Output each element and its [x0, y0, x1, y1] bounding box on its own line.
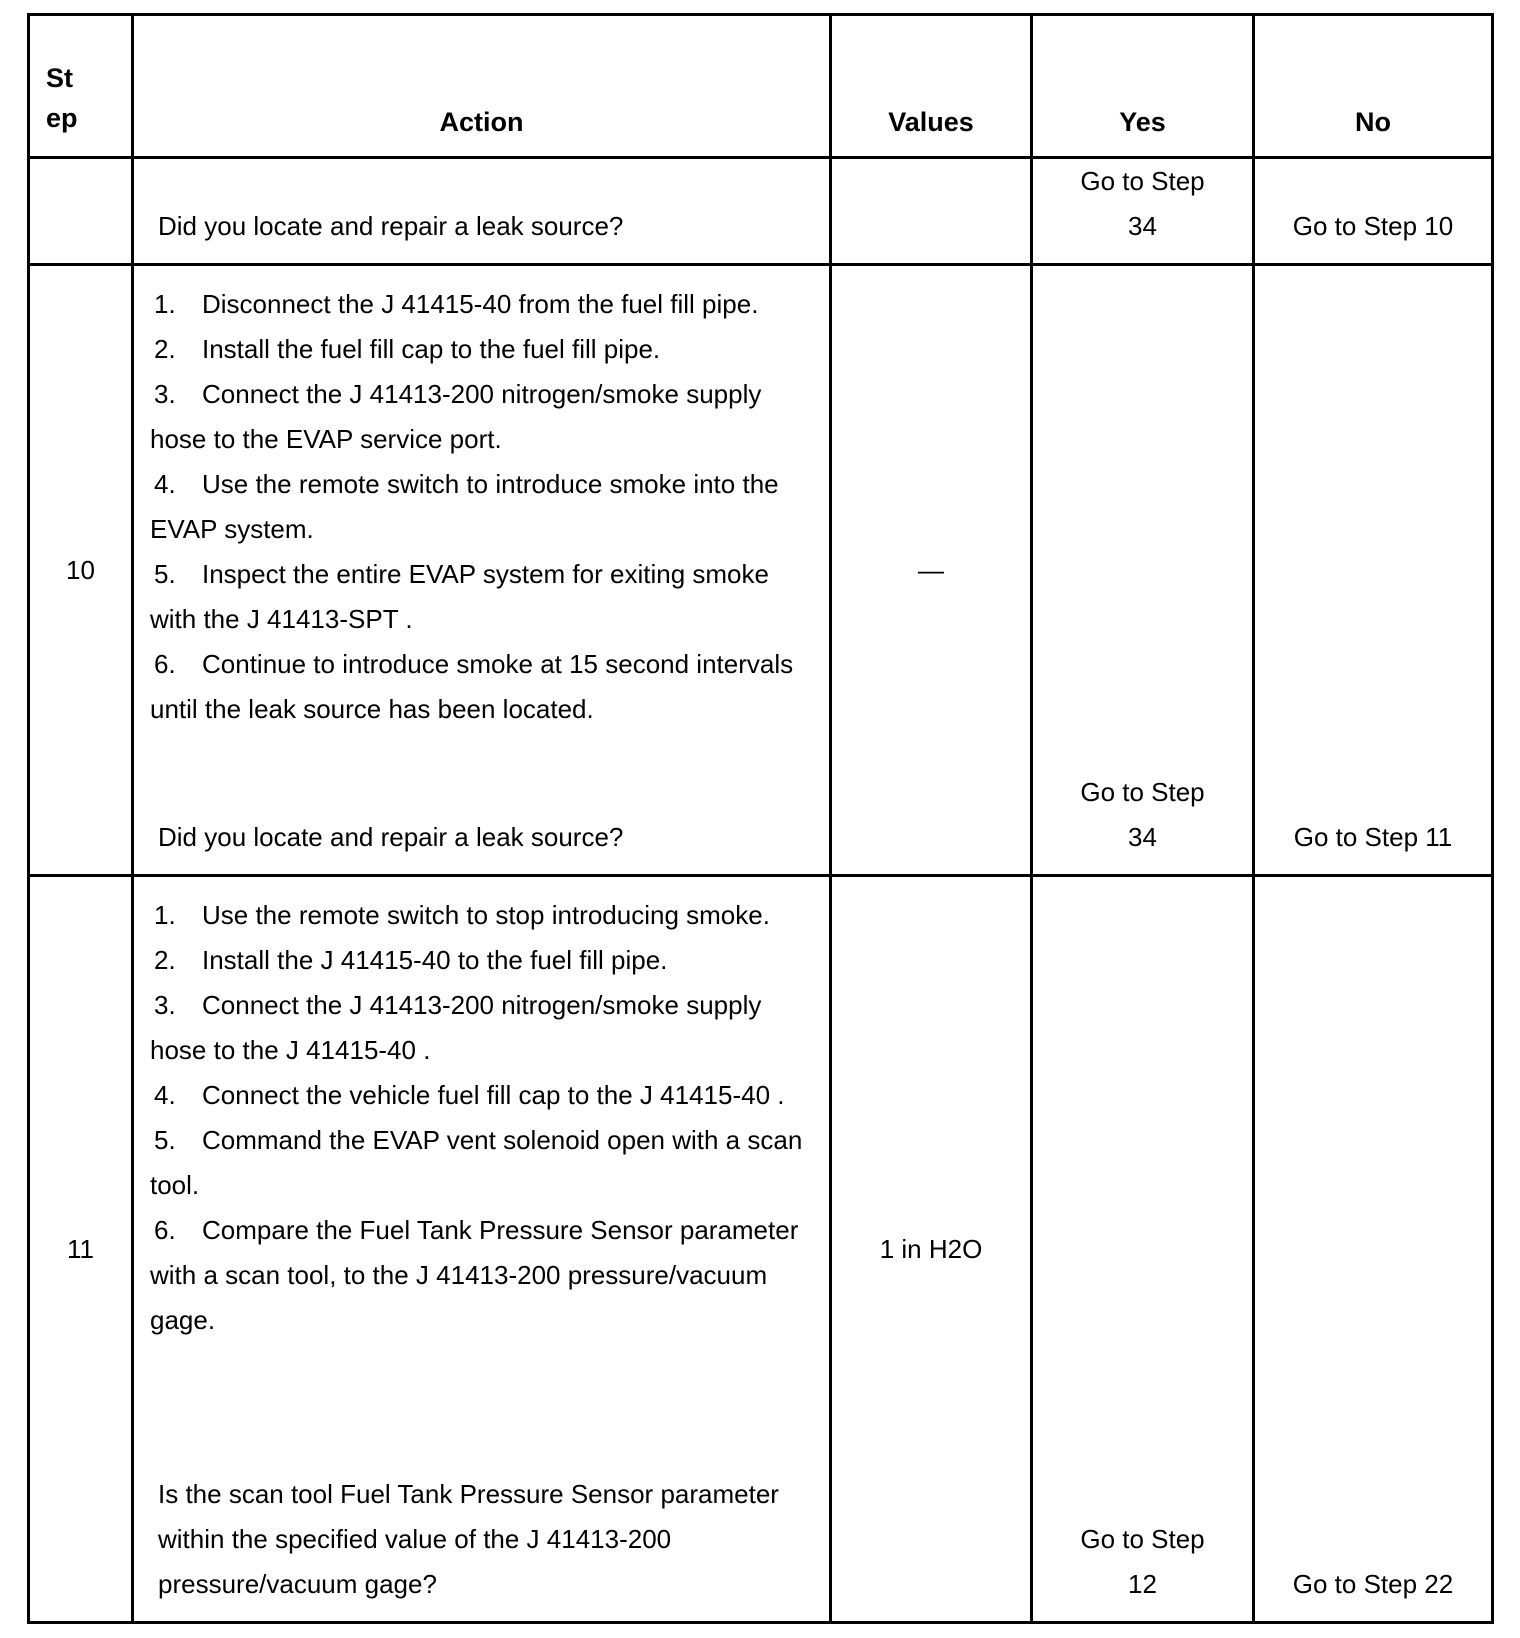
step-number: [29, 158, 133, 265]
action-cell: [133, 265, 831, 876]
list-item: 3. Connect the J 41413-200 nitrogen/smoke supply hose to the EVAP service port.: [150, 379, 762, 454]
action-content: [150, 282, 809, 860]
list-item: 6. Continue to introduce smoke at 15 second intervals until the leak source has been located.: [150, 649, 794, 724]
diagnostic-table-wrapper: [27, 13, 1491, 1624]
diagnostic-table: [27, 13, 1494, 1624]
yes-text: Go to Step 12: [1080, 1524, 1205, 1599]
header-step-label: St ep: [46, 63, 78, 133]
header-yes: Yes: [1032, 15, 1254, 158]
list-item: 6. Compare the Fuel Tank Pressure Sensor parameter with a scan tool, to the J 41413-200 pressure/vacuum gage.: [150, 1215, 799, 1335]
no-cell: [1254, 158, 1493, 265]
header-action: Action: [133, 15, 831, 158]
question-text: Is the scan tool Fuel Tank Pressure Sensor parameter within the specified value of the J 41413-200 pressure/vacuum gage?: [158, 1479, 779, 1599]
header-row: [29, 15, 1493, 158]
yes-text: Go to Step 34: [1080, 166, 1205, 241]
list-item: 5. Command the EVAP vent solenoid open with a scan tool.: [150, 1125, 803, 1200]
list-item: 1. Disconnect the J 41415-40 from the fuel fill pipe.: [154, 289, 759, 319]
table-row: [29, 265, 1493, 876]
action-cell: [133, 158, 831, 265]
question-text: Did you locate and repair a leak source?: [158, 822, 624, 852]
step-number: 10: [29, 265, 133, 876]
action-content: [150, 893, 809, 1607]
no-text: Go to Step 10: [1292, 211, 1454, 241]
step-list: [150, 893, 809, 1343]
list-item: 2. Install the J 41415-40 to the fuel fill pipe.: [154, 945, 668, 975]
values-cell: —: [831, 265, 1032, 876]
list-item: 3. Connect the J 41413-200 nitrogen/smoke supply hose to the J 41415-40 .: [150, 990, 762, 1065]
no-text: Go to Step 11: [1293, 822, 1453, 852]
step-list: [150, 282, 809, 732]
yes-cell: [1032, 876, 1254, 1623]
table-row: [29, 876, 1493, 1623]
list-item: 4. Connect the vehicle fuel fill cap to the J 41415-40 .: [154, 1080, 785, 1110]
no-text: Go to Step 22: [1292, 1569, 1454, 1599]
values-cell: [831, 158, 1032, 265]
question-text: Did you locate and repair a leak source?: [158, 211, 624, 241]
values-cell: 1 in H2O: [831, 876, 1032, 1623]
yes-cell: [1032, 265, 1254, 876]
step-number: 11: [29, 876, 133, 1623]
list-item: 4. Use the remote switch to introduce smoke into the EVAP system.: [150, 469, 779, 544]
header-step: [29, 15, 133, 158]
yes-cell: [1032, 158, 1254, 265]
yes-text: Go to Step 34: [1080, 777, 1205, 852]
list-item: 1. Use the remote switch to stop introducing smoke.: [154, 900, 770, 930]
no-cell: [1254, 876, 1493, 1623]
table-row: [29, 158, 1493, 265]
list-item: 5. Inspect the entire EVAP system for exiting smoke with the J 41413-SPT .: [150, 559, 769, 634]
header-no: No: [1254, 15, 1493, 158]
action-cell: [133, 876, 831, 1623]
no-cell: [1254, 265, 1493, 876]
list-item: 2. Install the fuel fill cap to the fuel fill pipe.: [154, 334, 661, 364]
header-values: Values: [831, 15, 1032, 158]
